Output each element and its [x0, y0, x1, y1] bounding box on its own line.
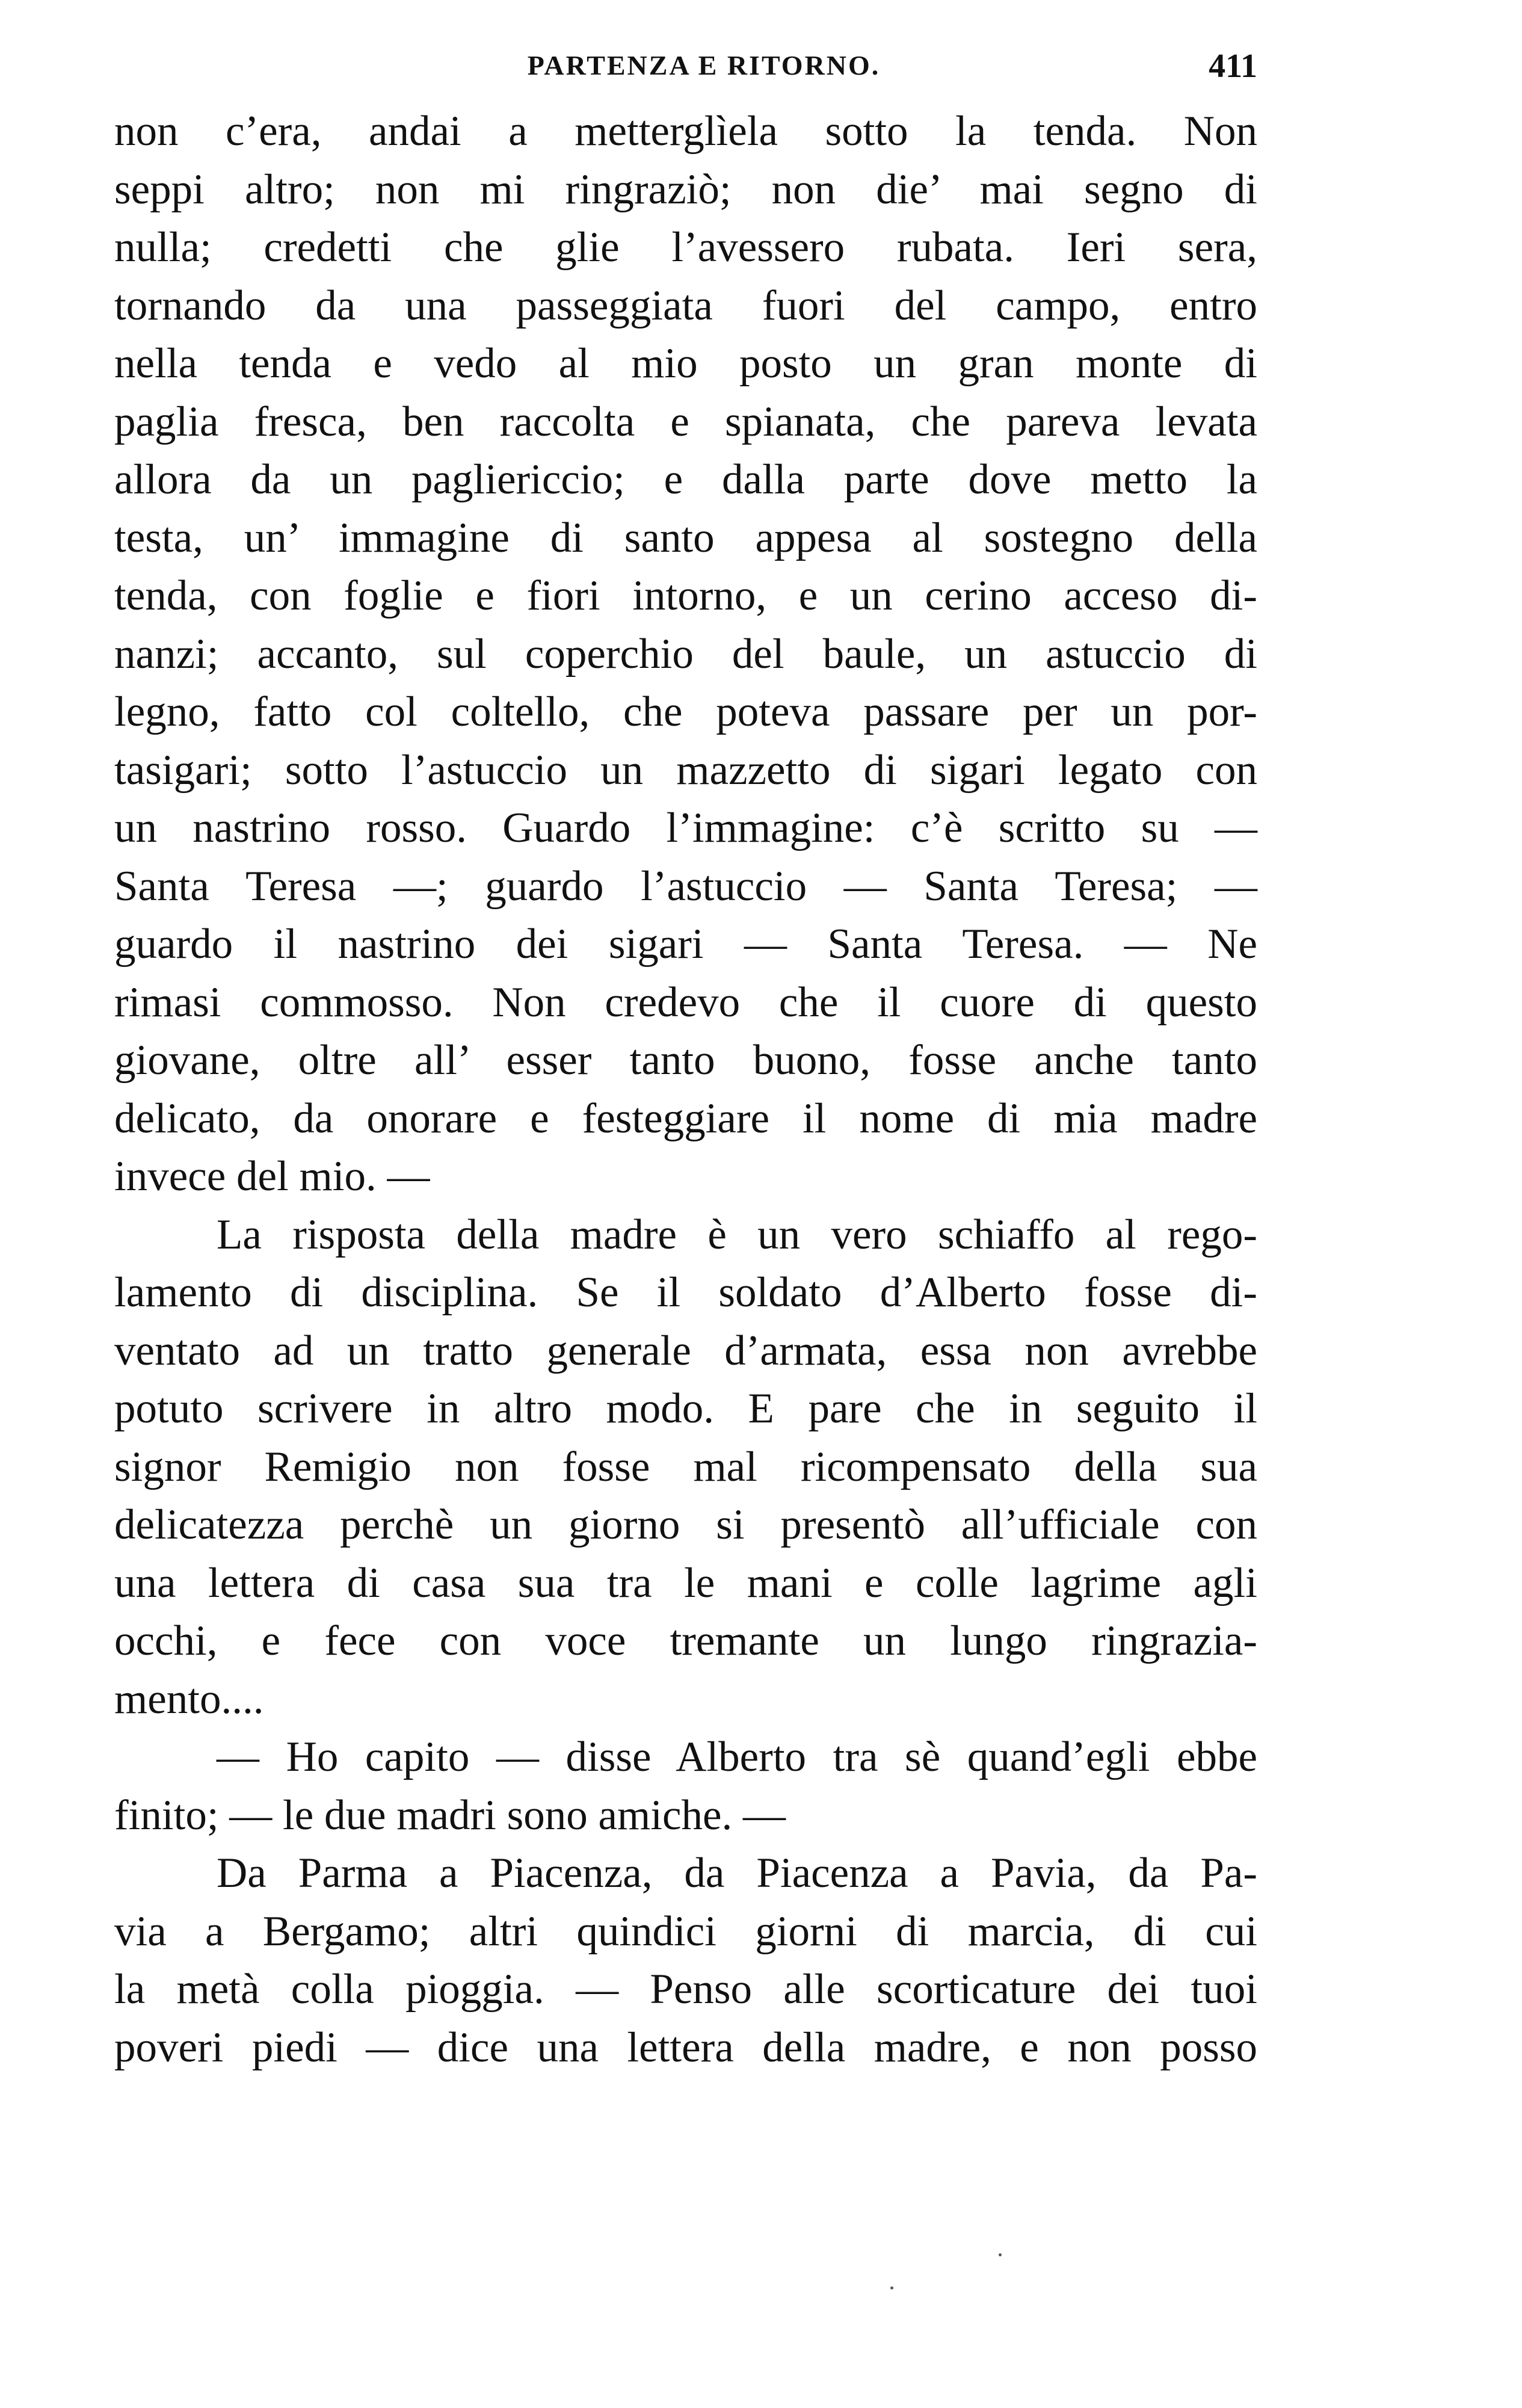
text-line: tornando da una passeggiata fuori del campo, entro: [114, 282, 1257, 329]
text-line: delicatezza perchè un giorno si presentò all’ufficiale con: [114, 1501, 1257, 1548]
text-line: allora da un pagliericcio; e dalla parte dove metto la: [114, 456, 1257, 503]
page-number: 411: [1209, 48, 1257, 85]
text-line: nanzi; accanto, sul coperchio del baule, un astuccio di: [114, 630, 1257, 678]
text-line: paglia fresca, ben raccolta e spianata, che pareva levata: [114, 398, 1257, 445]
body-text: [114, 102, 1257, 2076]
paragraph-end-line: invece del mio. —: [114, 1153, 430, 1200]
running-title: PARTENZA E RITORNO.: [527, 50, 881, 81]
text-line: signor Remigio non fosse mal ricompensato della sua: [114, 1443, 1257, 1490]
paragraph-end-line: mento....: [114, 1675, 264, 1723]
text-line: tasigari; sotto l’astuccio un mazzetto di sigari legato con: [114, 746, 1257, 794]
text-line: occhi, e fece con voce tremante un lungo ringrazia-: [114, 1617, 1257, 1664]
paragraph-start-line: Da Parma a Piacenza, da Piacenza a Pavia, da Pa-: [217, 1850, 1257, 1897]
text-line: legno, fatto col coltello, che poteva passare per un por-: [114, 688, 1257, 735]
text-line: guardo il nastrino dei sigari — Santa Teresa. — Ne: [114, 921, 1257, 968]
print-speck: [890, 2286, 893, 2289]
text-line: giovane, oltre all’ esser tanto buono, fosse anche tanto: [114, 1037, 1257, 1084]
text-line: lamento di disciplina. Se il soldato d’Alberto fosse di-: [114, 1269, 1257, 1316]
text-line: nella tenda e vedo al mio posto un gran monte di: [114, 340, 1257, 387]
text-line: tenda, con foglie e fiori intorno, e un cerino acceso di-: [114, 572, 1257, 619]
paragraph-start-line: La risposta della madre è un vero schiaffo al rego-: [217, 1211, 1257, 1258]
text-line: seppi altro; non mi ringraziò; non die’ mai segno di: [114, 165, 1257, 213]
page-content: [114, 36, 1257, 2076]
text-line: testa, un’ immagine di santo appesa al sostegno della: [114, 514, 1257, 561]
text-line: Santa Teresa —; guardo l’astuccio — Santa Teresa; —: [114, 862, 1257, 910]
text-line: una lettera di casa sua tra le mani e colle lagrime agli: [114, 1559, 1257, 1607]
text-line: ventato ad un tratto generale d’armata, essa non avrebbe: [114, 1327, 1257, 1374]
text-line: un nastrino rosso. Guardo l’immagine: c’è scritto su —: [114, 804, 1257, 851]
text-line: poveri piedi — dice una lettera della madre, e non posso: [114, 2024, 1257, 2071]
text-line: potuto scrivere in altro modo. E pare che in seguito il: [114, 1385, 1257, 1432]
paragraph-end-line: finito; — le due madri sono amiche. —: [114, 1791, 786, 1839]
text-line: rimasi commosso. Non credevo che il cuore di questo: [114, 978, 1257, 1026]
text-line: non c’era, andai a metterglìela sotto la tenda. Non: [114, 108, 1257, 155]
print-speck: [999, 2253, 1002, 2256]
text-line: delicato, da onorare e festeggiare il nome di mia madre: [114, 1094, 1257, 1142]
text-line: la metà colla pioggia. — Penso alle scorticature dei tuoi: [114, 1966, 1257, 2013]
running-head: [114, 36, 1257, 102]
text-line: via a Bergamo; altri quindici giorni di marcia, di cui: [114, 1907, 1257, 1955]
text-line: nulla; credetti che glie l’avessero rubata. Ieri sera,: [114, 224, 1257, 271]
paragraph-start-line: — Ho capito — disse Alberto tra sè quand’egli ebbe: [217, 1733, 1257, 1780]
